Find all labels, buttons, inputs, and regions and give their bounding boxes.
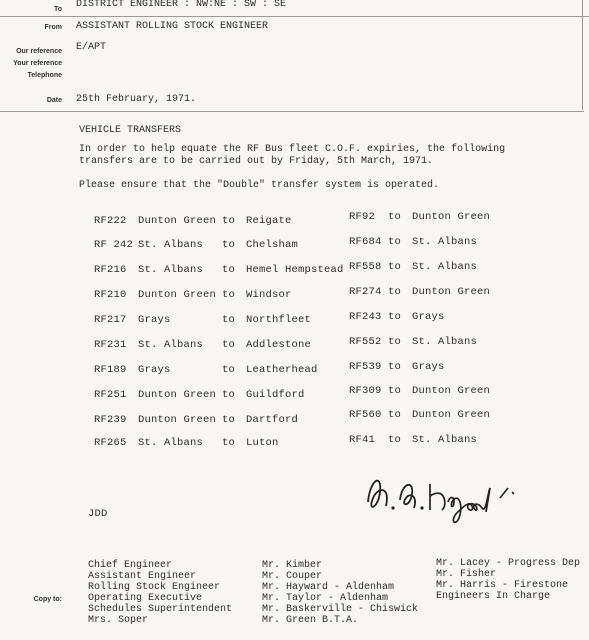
- copy-to-label: Copy to:: [33, 596, 62, 603]
- transfer-left-dest: Chelsham: [246, 239, 299, 251]
- transfer-right-dest: Grays: [412, 361, 445, 373]
- transfer-right-dest: Dunton Green: [412, 385, 491, 397]
- transfer-right-to: to: [388, 236, 402, 248]
- transfer-left-bus: RF239: [94, 414, 127, 426]
- copy-recipient: Operating Executive: [88, 593, 203, 604]
- transfer-right-dest: Grays: [412, 311, 445, 323]
- transfer-right-dest: Dunton Green: [412, 286, 491, 298]
- transfer-right-to: to: [388, 286, 402, 298]
- copy-recipient: Mr. Couper: [262, 571, 323, 582]
- telephone-label: Telephone: [27, 72, 62, 79]
- copy-recipient: Mr. Hayward - Aldenham: [262, 582, 395, 593]
- transfer-left-from: Dunton Green: [138, 389, 217, 401]
- transfer-right-bus: RF41: [349, 434, 376, 446]
- our-reference-label: Our reference: [16, 48, 62, 55]
- subject-line: VEHICLE TRANSFERS: [79, 125, 182, 136]
- your-reference-label: Your reference: [13, 60, 62, 67]
- transfer-right-to: to: [388, 361, 402, 373]
- copy-recipient: Mrs. Soper: [88, 615, 149, 626]
- transfer-left-bus: RF251: [94, 389, 127, 401]
- copy-recipient: Mr. Baskerville - Chiswick: [262, 604, 419, 615]
- copy-recipient: Assistant Engineer: [88, 571, 197, 582]
- transfer-right-dest: St. Albans: [412, 261, 478, 273]
- transfer-right-dest: St. Albans: [412, 434, 478, 446]
- transfer-left-to: to: [222, 414, 236, 426]
- transfer-left-from: St. Albans: [138, 339, 204, 351]
- copy-recipient: Mr. Fisher: [436, 569, 497, 580]
- transfer-left-bus: RF189: [94, 364, 127, 376]
- transfer-left-from: Dunton Green: [138, 414, 217, 426]
- transfer-left-from: St. Albans: [138, 239, 204, 251]
- transfer-left-bus: RF231: [94, 339, 127, 351]
- header-rule-bottom: [0, 111, 584, 112]
- transfer-left-dest: Dartford: [246, 414, 299, 426]
- transfer-left-bus: RF210: [94, 289, 127, 301]
- date-value: 25th February, 1971.: [76, 94, 197, 105]
- copy-recipient: Mr. Lacey - Progress Dep: [436, 558, 581, 569]
- transfer-left-from: St. Albans: [138, 437, 204, 449]
- copy-recipient: Schedules Superintendent: [88, 604, 233, 615]
- transfer-right-bus: RF309: [349, 385, 382, 397]
- transfer-right-bus: RF92: [349, 211, 376, 223]
- transfer-left-to: to: [222, 339, 236, 351]
- header-rule-top: [0, 16, 589, 17]
- copy-recipient: Mr. Taylor - Aldenham: [262, 593, 389, 604]
- transfer-left-from: St. Albans: [138, 264, 204, 276]
- from-value: ASSISTANT ROLLING STOCK ENGINEER: [76, 21, 269, 32]
- paragraph-1-line-1: In order to help equate the RF Bus fleet C.O.F. expiries, the following: [79, 144, 506, 155]
- from-label: From: [44, 24, 62, 31]
- transfer-right-to: to: [388, 385, 402, 397]
- transfer-left-from: Dunton Green: [138, 289, 217, 301]
- to-value: DISTRICT ENGINEER : NW:NE : SW : SE: [76, 0, 287, 10]
- transfer-left-to: to: [222, 437, 236, 449]
- transfer-right-bus: RF558: [349, 261, 382, 273]
- transfer-right-bus: RF560: [349, 409, 382, 421]
- transfer-left-to: to: [222, 215, 236, 227]
- transfer-left-to: to: [222, 289, 236, 301]
- our-reference-value: E/APT: [76, 42, 107, 53]
- copy-recipient: Mr. Kimber: [262, 560, 323, 571]
- transfer-right-dest: St. Albans: [412, 336, 478, 348]
- transfer-left-to: to: [222, 389, 236, 401]
- transfer-right-bus: RF274: [349, 286, 382, 298]
- transfer-left-from: Dunton Green: [138, 215, 217, 227]
- copy-recipient: Engineers In Charge: [436, 591, 551, 602]
- typist-initials: JDD: [88, 508, 108, 520]
- transfer-left-to: to: [222, 314, 236, 326]
- transfer-right-to: to: [388, 311, 402, 323]
- copy-recipient: Chief Engineer: [88, 560, 173, 571]
- transfer-right-to: to: [388, 434, 402, 446]
- date-label: Date: [46, 97, 62, 104]
- transfer-left-dest: Reigate: [246, 215, 292, 227]
- transfer-left-to: to: [222, 239, 236, 251]
- paragraph-2: Please ensure that the "Double" transfer system is operated.: [79, 180, 440, 191]
- transfer-right-bus: RF552: [349, 336, 382, 348]
- transfer-right-bus: RF539: [349, 361, 382, 373]
- transfer-left-dest: Northfleet: [246, 314, 312, 326]
- transfer-left-dest: Addlestone: [246, 339, 312, 351]
- transfer-left-dest: Luton: [246, 437, 279, 449]
- transfer-right-to: to: [388, 211, 402, 223]
- copy-recipient: Mr. Green B.T.A.: [262, 615, 359, 626]
- transfer-left-dest: Guildford: [246, 389, 305, 401]
- transfer-right-to: to: [388, 261, 402, 273]
- transfer-right-bus: RF684: [349, 236, 382, 248]
- paragraph-1-line-2: transfers are to be carried out by Friday, 5th March, 1971.: [79, 156, 434, 167]
- transfer-left-bus: RF265: [94, 437, 127, 449]
- transfer-right-dest: St. Albans: [412, 236, 478, 248]
- copy-recipient: Mr. Harris - Firestone: [436, 580, 569, 591]
- transfer-right-bus: RF243: [349, 311, 382, 323]
- transfer-right-dest: Dunton Green: [412, 409, 491, 421]
- transfer-right-to: to: [388, 409, 402, 421]
- transfer-left-bus: RF222: [94, 215, 127, 227]
- header-right-rule: [582, 0, 583, 110]
- signature: [360, 462, 535, 532]
- transfer-left-dest: Hemel Hempstead: [246, 264, 344, 276]
- transfer-right-dest: Dunton Green: [412, 211, 491, 223]
- transfer-left-dest: Windsor: [246, 289, 292, 301]
- transfer-left-to: to: [222, 264, 236, 276]
- transfer-left-from: Grays: [138, 314, 171, 326]
- to-label: To: [53, 6, 62, 13]
- transfer-left-from: Grays: [138, 364, 171, 376]
- transfer-left-bus: RF216: [94, 264, 127, 276]
- transfer-left-to: to: [222, 364, 236, 376]
- copy-recipient: Rolling Stock Engineer: [88, 582, 221, 593]
- transfer-left-bus: RF 242: [94, 239, 134, 251]
- transfer-right-to: to: [388, 336, 402, 348]
- transfer-left-bus: RF217: [94, 314, 127, 326]
- transfer-left-dest: Leatherhead: [246, 364, 318, 376]
